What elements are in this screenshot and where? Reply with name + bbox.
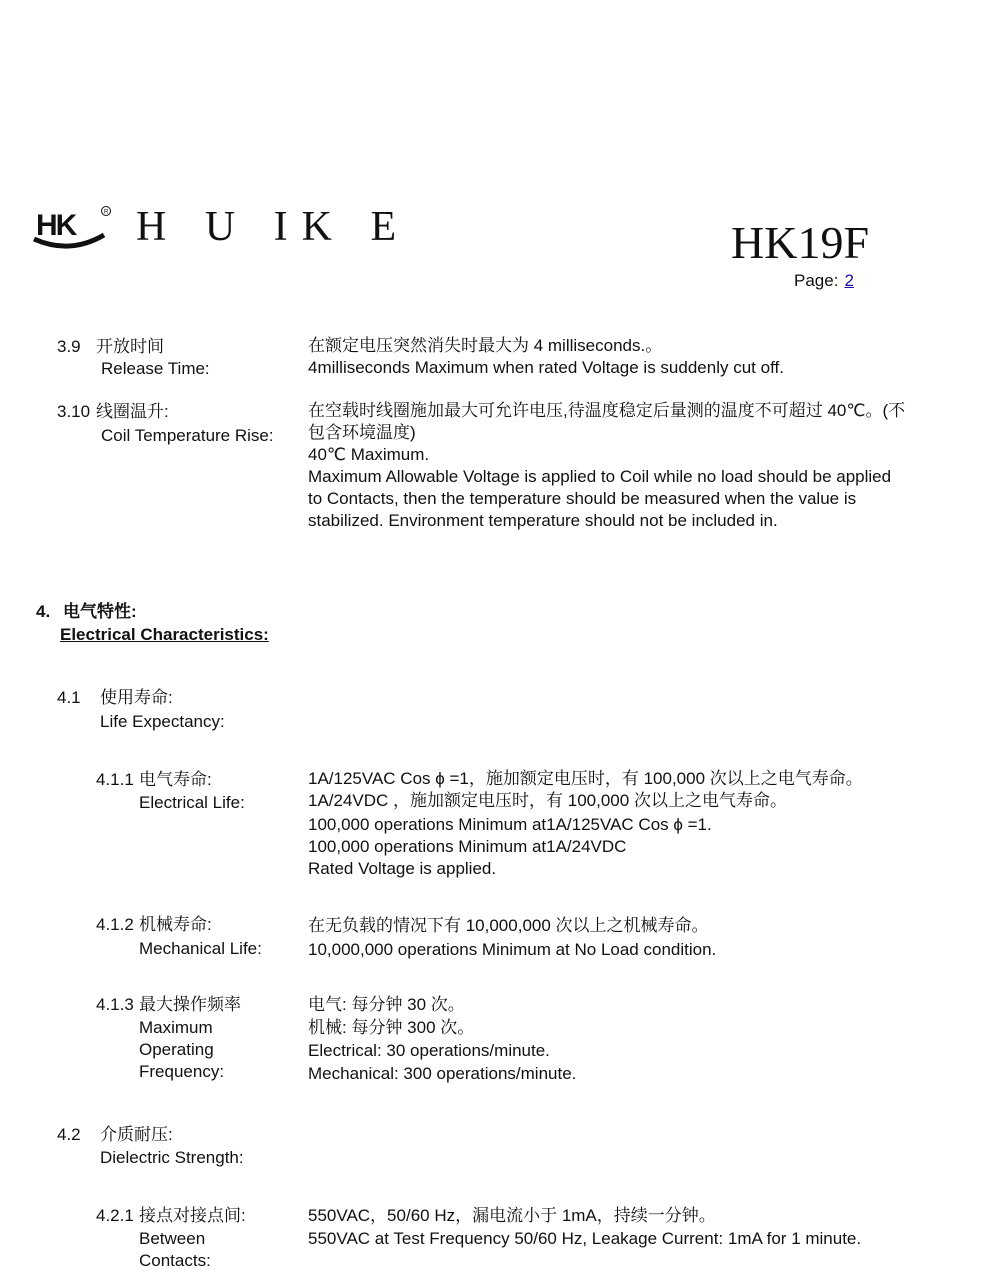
- section-4-1-1-body: [308, 768, 863, 880]
- section-4-1-2-title-en: Mechanical Life:: [139, 939, 262, 958]
- title-line: Frequency:: [139, 1062, 225, 1081]
- body-line: 电气: 每分钟 30 次。: [308, 995, 465, 1014]
- body-line: stabilized. Environment temperature should not be included in.: [308, 511, 778, 530]
- body-line: 包含环境温度): [308, 423, 416, 442]
- section-3-10-number: 3.10: [57, 402, 91, 421]
- section-4-1-3-number: 4.1.3: [96, 995, 134, 1014]
- section-3-9-number: 3.9: [57, 337, 81, 356]
- section-3-10-title-en: Coil Temperature Rise:: [101, 426, 274, 445]
- page-number-link[interactable]: 2: [844, 271, 854, 290]
- section-4-1-number: 4.1: [57, 688, 81, 707]
- section-4-title-zh: 电气特性:: [63, 602, 137, 621]
- section-4-1-1-title-zh: 电气寿命:: [139, 770, 212, 789]
- body-line: 100,000 operations Minimum at1A/24VDC: [308, 837, 627, 856]
- section-4-2-title-zh: 介质耐压:: [100, 1125, 173, 1144]
- body-line: 550VAC，50/60 Hz，漏电流小于 1mA，持续一分钟。: [308, 1206, 716, 1225]
- body-line: to Contacts, then the temperature should be measured when the value is: [308, 489, 857, 508]
- huike-logo: [32, 205, 114, 253]
- title-line: Operating: [139, 1040, 214, 1059]
- section-4-2-1-number: 4.2.1: [96, 1206, 134, 1225]
- body-line: 1A/125VAC Cos ϕ =1，施加额定电压时，有 100,000 次以上之电气寿命。: [308, 769, 863, 788]
- title-line: Maximum: [139, 1018, 213, 1037]
- body-line: 40℃ Maximum.: [308, 445, 430, 464]
- body-line: 100,000 operations Minimum at1A/125VAC Cos ϕ =1.: [308, 815, 712, 834]
- title-line: Between: [139, 1229, 206, 1248]
- model-number: HK19F: [731, 217, 870, 268]
- body-line: 在额定电压突然消失时最大为 4 milliseconds.。: [308, 336, 663, 355]
- section-3-9-title-zh: 开放时间: [96, 337, 164, 356]
- section-4-2-number: 4.2: [57, 1125, 81, 1144]
- body-line: 1A/24VDC ，施加额定电压时，有 100,000 次以上之电气寿命。: [308, 791, 787, 810]
- body-line: 10,000,000 operations Minimum at No Load condition.: [308, 940, 717, 959]
- svg-text:R: R: [104, 209, 109, 216]
- section-4-2-1-title-en: [139, 1228, 211, 1272]
- section-4-1-2-title-zh: 机械寿命:: [139, 915, 212, 934]
- section-4-1-1-number: 4.1.1: [96, 770, 134, 789]
- section-4-1-2-number: 4.1.2: [96, 915, 134, 934]
- section-4-1-3-title-en: [139, 1017, 224, 1083]
- brand-name: H U IK E: [136, 204, 411, 250]
- body-line: Mechanical: 300 operations/minute.: [308, 1064, 577, 1083]
- body-line: Rated Voltage is applied.: [308, 859, 497, 878]
- section-4-1-3-title-zh: 最大操作频率: [139, 995, 241, 1014]
- title-line: Contacts:: [139, 1251, 211, 1270]
- section-3-10-title-zh: 线圈温升:: [96, 402, 169, 421]
- logo-lettermark: HK: [36, 209, 76, 242]
- body-line: Maximum Allowable Voltage is applied to Coil while no load should be applied: [308, 467, 892, 486]
- section-4-2-1-title-zh: 接点对接点间:: [139, 1206, 246, 1225]
- body-line: Electrical: 30 operations/minute.: [308, 1041, 550, 1060]
- section-4-1-title-zh: 使用寿命:: [100, 688, 173, 707]
- section-4-2-1-body: [308, 1204, 861, 1250]
- page-label: Page:: [794, 271, 839, 290]
- section-3-9-title-en: Release Time:: [101, 359, 210, 378]
- page-indicator: [794, 272, 854, 289]
- section-4-2-title-en: Dielectric Strength:: [100, 1148, 244, 1167]
- section-4-1-1-title-en: Electrical Life:: [139, 793, 245, 812]
- body-line: 4milliseconds Maximum when rated Voltage is suddenly cut off.: [308, 358, 784, 377]
- body-line: 机械: 每分钟 300 次。: [308, 1018, 475, 1037]
- section-4-1-title-en: Life Expectancy:: [100, 712, 225, 731]
- body-line: 在无负载的情况下有 10,000,000 次以上之机械寿命。: [308, 916, 709, 935]
- body-line: 在空载时线圈施加最大可允许电压,待温度稳定后量测的温度不可超过 40℃。(不: [308, 401, 906, 420]
- section-4-1-3-body: [308, 993, 576, 1085]
- section-3-9-body: [308, 335, 784, 379]
- section-4-title-en: Electrical Characteristics:: [60, 625, 269, 644]
- section-3-10-body: [308, 400, 905, 532]
- section-4-number: 4.: [36, 602, 51, 621]
- section-4-1-2-body: [308, 914, 716, 962]
- body-line: 550VAC at Test Frequency 50/60 Hz, Leakage Current: 1mA for 1 minute.: [308, 1229, 862, 1248]
